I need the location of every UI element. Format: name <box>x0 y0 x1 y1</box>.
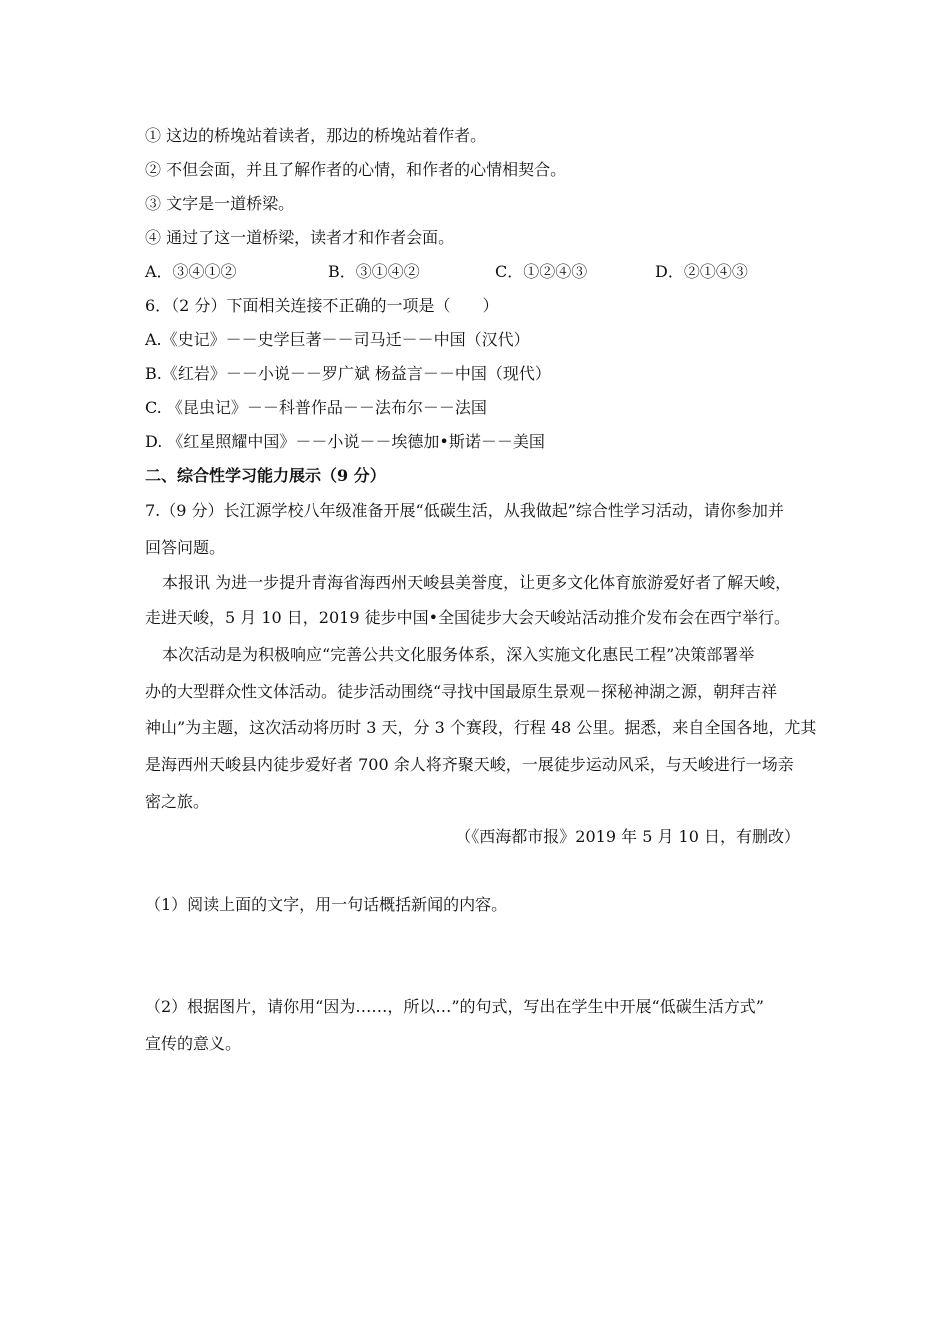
q6-option-d: D. 《红星照耀中国》－－小说－－埃德加•斯诺－－美国 <box>145 432 545 451</box>
news-source: （《西海都市报》2019 年 5 月 10 日，有删改） <box>455 827 800 846</box>
news-paragraph-2-line-5: 密之旅。 <box>145 792 210 811</box>
q6-option-b: B.《红岩》－－小说－－罗广斌 杨益言－－中国（现代） <box>145 364 551 383</box>
news-paragraph-1-line-1: 本报讯 为进一步提升青海省海西州天峻县美誉度，让更多文化体育旅游爱好者了解天峻， <box>162 573 792 592</box>
news-paragraph-1-line-2: 走进天峻，5 月 10 日，2019 徒步中国•全国徒步大会天峻站活动推介发布会在西宁举行。 <box>145 608 791 627</box>
news-paragraph-2-line-2: 办的大型群众性文体活动。徒步活动围绕“寻找中国最原生景观－探秘神湖之源，朝拜吉祥 <box>145 682 778 701</box>
q6-stem: 6．（2 分）下面相关连接不正确的一项是（ ） <box>145 296 499 315</box>
q7-sub-question-1: （1）阅读上面的文字，用一句话概括新闻的内容。 <box>145 895 508 914</box>
q7-stem-line-1: 7.（9 分）长江源学校八年级准备开展“低碳生活，从我做起”综合性学习活动，请你参加并 <box>145 501 784 520</box>
q6-option-c: C. 《昆虫记》－－科普作品－－法布尔－－法国 <box>145 398 487 417</box>
q7-sub-question-2-line-1: （2）根据图片，请你用“因为……，所以…”的句式，写出在学生中开展“低碳生活方式” <box>145 997 764 1016</box>
q5-option-b: B．③①④② <box>328 262 420 281</box>
sentence-2: ② 不但会面，并且了解作者的心情，和作者的心情相契合。 <box>145 160 567 179</box>
q7-stem-line-2: 回答问题。 <box>145 538 226 557</box>
news-paragraph-2-line-1: 本次活动是为积极响应“完善公共文化服务体系，深入实施文化惠民工程”决策部署举 <box>162 645 755 664</box>
q5-option-d: D．②①④③ <box>655 262 748 281</box>
q5-option-c: C．①②④③ <box>495 262 588 281</box>
q6-option-a: A.《史记》－－史学巨著－－司马迁－－中国（汉代） <box>145 330 530 349</box>
sentence-3: ③ 文字是一道桥梁。 <box>145 194 295 213</box>
sentence-4: ④ 通过了这一道桥梁，读者才和作者会面。 <box>145 228 455 247</box>
sentence-1: ① 这边的桥堍站着读者，那边的桥堍站着作者。 <box>145 126 487 145</box>
news-paragraph-2-line-4: 是海西州天峻县内徒步爱好者 700 余人将齐聚天峻，一展徒步运动风采，与天峻进行一场亲 <box>145 755 794 774</box>
q7-sub-question-2-line-2: 宣传的意义。 <box>145 1034 242 1053</box>
q5-option-a: A．③④①② <box>145 262 237 281</box>
section-2-heading: 二、综合性学习能力展示（9 分） <box>145 466 386 485</box>
news-paragraph-2-line-3: 神山”为主题，这次活动将历时 3 天，分 3 个赛段，行程 48 公里。据悉，来自全国各地，尤其 <box>145 718 817 737</box>
